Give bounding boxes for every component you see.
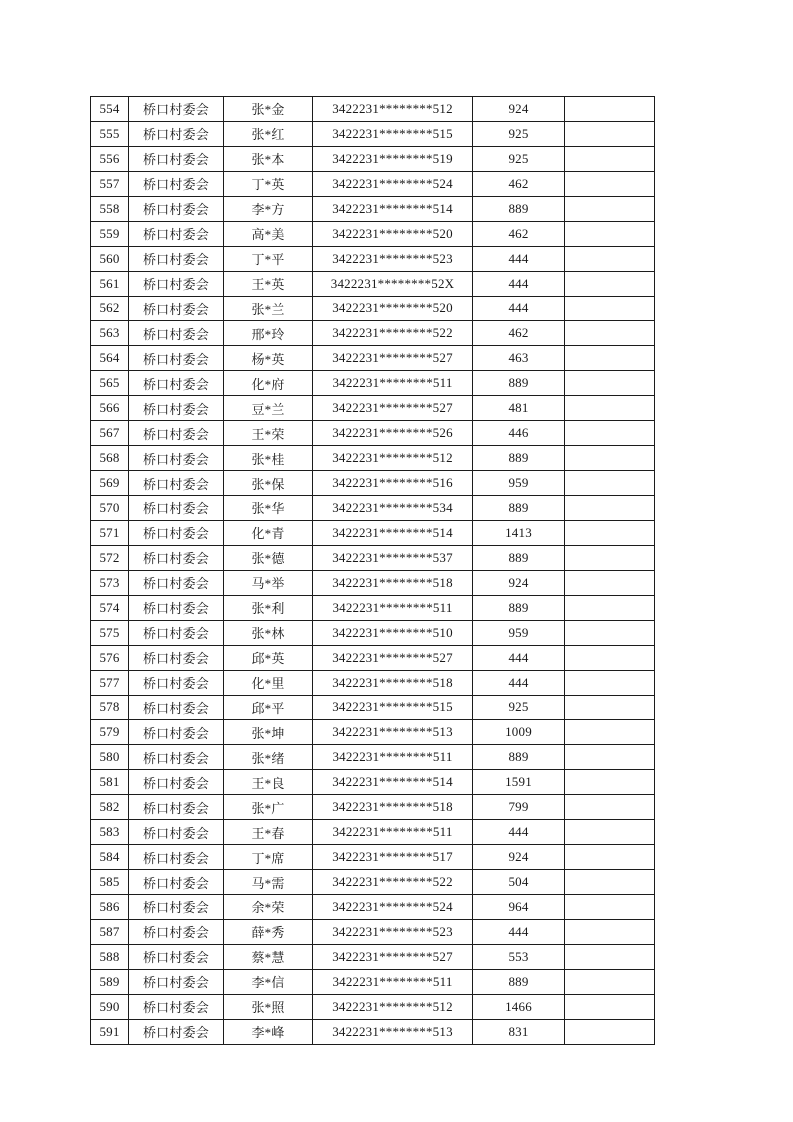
cell-village-committee: 桥口村委会 xyxy=(129,496,224,521)
cell-id-number: 3422231********522 xyxy=(313,870,473,895)
cell-person-name: 张*照 xyxy=(224,994,313,1019)
cell-amount: 959 xyxy=(473,620,565,645)
cell-amount: 964 xyxy=(473,895,565,920)
cell-village-committee: 桥口村委会 xyxy=(129,246,224,271)
cell-person-name: 张*广 xyxy=(224,795,313,820)
cell-person-name: 丁*席 xyxy=(224,845,313,870)
cell-amount: 889 xyxy=(473,545,565,570)
table-row xyxy=(91,695,655,720)
cell-village-committee: 桥口村委会 xyxy=(129,97,224,122)
cell-person-name: 张*本 xyxy=(224,146,313,171)
cell-id-number: 3422231********514 xyxy=(313,196,473,221)
table-row xyxy=(91,770,655,795)
cell-person-name: 张*坤 xyxy=(224,720,313,745)
cell-id-number: 3422231********518 xyxy=(313,795,473,820)
cell-amount: 924 xyxy=(473,570,565,595)
cell-village-committee: 桥口村委会 xyxy=(129,720,224,745)
table-row xyxy=(91,570,655,595)
cell-id-number: 3422231********515 xyxy=(313,695,473,720)
table-row xyxy=(91,346,655,371)
cell-id-number: 3422231********514 xyxy=(313,770,473,795)
cell-person-name: 化*里 xyxy=(224,670,313,695)
cell-village-committee: 桥口村委会 xyxy=(129,545,224,570)
table-row xyxy=(91,545,655,570)
cell-blank xyxy=(565,969,655,994)
cell-blank xyxy=(565,745,655,770)
table-row xyxy=(91,171,655,196)
cell-serial-number: 589 xyxy=(91,969,129,994)
cell-amount: 1413 xyxy=(473,520,565,545)
cell-person-name: 丁*英 xyxy=(224,171,313,196)
cell-person-name: 张*金 xyxy=(224,97,313,122)
cell-person-name: 邱*英 xyxy=(224,645,313,670)
cell-blank xyxy=(565,720,655,745)
cell-id-number: 3422231********517 xyxy=(313,845,473,870)
cell-serial-number: 570 xyxy=(91,496,129,521)
cell-blank xyxy=(565,895,655,920)
cell-id-number: 3422231********524 xyxy=(313,171,473,196)
cell-serial-number: 584 xyxy=(91,845,129,870)
cell-serial-number: 581 xyxy=(91,770,129,795)
cell-blank xyxy=(565,845,655,870)
cell-person-name: 张*绪 xyxy=(224,745,313,770)
cell-id-number: 3422231********522 xyxy=(313,321,473,346)
cell-village-committee: 桥口村委会 xyxy=(129,969,224,994)
cell-amount: 831 xyxy=(473,1019,565,1044)
cell-blank xyxy=(565,570,655,595)
cell-blank xyxy=(565,396,655,421)
cell-id-number: 3422231********513 xyxy=(313,1019,473,1044)
cell-serial-number: 563 xyxy=(91,321,129,346)
cell-village-committee: 桥口村委会 xyxy=(129,620,224,645)
table-row xyxy=(91,421,655,446)
cell-id-number: 3422231********527 xyxy=(313,944,473,969)
cell-village-committee: 桥口村委会 xyxy=(129,670,224,695)
cell-amount: 444 xyxy=(473,820,565,845)
cell-person-name: 邱*平 xyxy=(224,695,313,720)
cell-person-name: 李*峰 xyxy=(224,1019,313,1044)
cell-blank xyxy=(565,695,655,720)
cell-blank xyxy=(565,870,655,895)
cell-person-name: 杨*英 xyxy=(224,346,313,371)
cell-serial-number: 579 xyxy=(91,720,129,745)
cell-blank xyxy=(565,471,655,496)
cell-person-name: 张*德 xyxy=(224,545,313,570)
cell-amount: 959 xyxy=(473,471,565,496)
cell-village-committee: 桥口村委会 xyxy=(129,196,224,221)
cell-amount: 925 xyxy=(473,121,565,146)
table-row xyxy=(91,97,655,122)
cell-id-number: 3422231********511 xyxy=(313,745,473,770)
cell-person-name: 张*红 xyxy=(224,121,313,146)
cell-amount: 462 xyxy=(473,221,565,246)
cell-amount: 462 xyxy=(473,321,565,346)
cell-serial-number: 583 xyxy=(91,820,129,845)
cell-blank xyxy=(565,620,655,645)
cell-id-number: 3422231********520 xyxy=(313,296,473,321)
cell-id-number: 3422231********511 xyxy=(313,820,473,845)
cell-id-number: 3422231********534 xyxy=(313,496,473,521)
cell-amount: 444 xyxy=(473,296,565,321)
cell-blank xyxy=(565,421,655,446)
cell-amount: 463 xyxy=(473,346,565,371)
cell-amount: 1009 xyxy=(473,720,565,745)
cell-blank xyxy=(565,670,655,695)
cell-village-committee: 桥口村委会 xyxy=(129,146,224,171)
cell-person-name: 张*利 xyxy=(224,595,313,620)
cell-amount: 481 xyxy=(473,396,565,421)
cell-blank xyxy=(565,221,655,246)
cell-serial-number: 582 xyxy=(91,795,129,820)
cell-person-name: 王*荣 xyxy=(224,421,313,446)
cell-person-name: 高*美 xyxy=(224,221,313,246)
cell-id-number: 3422231********512 xyxy=(313,446,473,471)
cell-village-committee: 桥口村委会 xyxy=(129,221,224,246)
cell-serial-number: 559 xyxy=(91,221,129,246)
cell-village-committee: 桥口村委会 xyxy=(129,770,224,795)
cell-amount: 889 xyxy=(473,745,565,770)
cell-serial-number: 572 xyxy=(91,545,129,570)
cell-blank xyxy=(565,97,655,122)
cell-village-committee: 桥口村委会 xyxy=(129,820,224,845)
cell-village-committee: 桥口村委会 xyxy=(129,396,224,421)
table-row xyxy=(91,919,655,944)
cell-blank xyxy=(565,446,655,471)
cell-person-name: 王*英 xyxy=(224,271,313,296)
cell-amount: 889 xyxy=(473,595,565,620)
cell-amount: 889 xyxy=(473,496,565,521)
cell-amount: 504 xyxy=(473,870,565,895)
table-row xyxy=(91,870,655,895)
cell-amount: 799 xyxy=(473,795,565,820)
cell-id-number: 3422231********537 xyxy=(313,545,473,570)
cell-village-committee: 桥口村委会 xyxy=(129,446,224,471)
cell-id-number: 3422231********518 xyxy=(313,570,473,595)
table-row xyxy=(91,645,655,670)
cell-amount: 444 xyxy=(473,271,565,296)
cell-amount: 553 xyxy=(473,944,565,969)
cell-blank xyxy=(565,944,655,969)
cell-blank xyxy=(565,645,655,670)
cell-id-number: 3422231********514 xyxy=(313,520,473,545)
cell-serial-number: 554 xyxy=(91,97,129,122)
cell-amount: 924 xyxy=(473,845,565,870)
cell-person-name: 李*方 xyxy=(224,196,313,221)
cell-id-number: 3422231********511 xyxy=(313,371,473,396)
table-row xyxy=(91,221,655,246)
cell-person-name: 薛*秀 xyxy=(224,919,313,944)
cell-person-name: 张*林 xyxy=(224,620,313,645)
cell-village-committee: 桥口村委会 xyxy=(129,121,224,146)
cell-blank xyxy=(565,545,655,570)
table-row xyxy=(91,271,655,296)
table-row xyxy=(91,845,655,870)
cell-person-name: 化*青 xyxy=(224,520,313,545)
cell-village-committee: 桥口村委会 xyxy=(129,371,224,396)
table-row xyxy=(91,944,655,969)
cell-village-committee: 桥口村委会 xyxy=(129,421,224,446)
table-row xyxy=(91,895,655,920)
cell-id-number: 3422231********527 xyxy=(313,346,473,371)
cell-serial-number: 568 xyxy=(91,446,129,471)
cell-person-name: 张*桂 xyxy=(224,446,313,471)
cell-blank xyxy=(565,171,655,196)
cell-village-committee: 桥口村委会 xyxy=(129,745,224,770)
cell-village-committee: 桥口村委会 xyxy=(129,471,224,496)
cell-id-number: 3422231********513 xyxy=(313,720,473,745)
cell-serial-number: 566 xyxy=(91,396,129,421)
table-row xyxy=(91,121,655,146)
cell-blank xyxy=(565,795,655,820)
cell-person-name: 马*需 xyxy=(224,870,313,895)
table-row xyxy=(91,1019,655,1044)
cell-amount: 446 xyxy=(473,421,565,446)
cell-serial-number: 565 xyxy=(91,371,129,396)
cell-person-name: 张*兰 xyxy=(224,296,313,321)
cell-id-number: 3422231********520 xyxy=(313,221,473,246)
cell-amount: 889 xyxy=(473,371,565,396)
cell-serial-number: 578 xyxy=(91,695,129,720)
cell-serial-number: 576 xyxy=(91,645,129,670)
table-row xyxy=(91,670,655,695)
cell-blank xyxy=(565,121,655,146)
cell-person-name: 蔡*慧 xyxy=(224,944,313,969)
cell-village-committee: 桥口村委会 xyxy=(129,171,224,196)
cell-amount: 444 xyxy=(473,919,565,944)
cell-village-committee: 桥口村委会 xyxy=(129,919,224,944)
cell-amount: 925 xyxy=(473,146,565,171)
cell-id-number: 3422231********516 xyxy=(313,471,473,496)
cell-serial-number: 585 xyxy=(91,870,129,895)
cell-serial-number: 562 xyxy=(91,296,129,321)
cell-village-committee: 桥口村委会 xyxy=(129,595,224,620)
cell-village-committee: 桥口村委会 xyxy=(129,645,224,670)
cell-blank xyxy=(565,196,655,221)
table-row xyxy=(91,446,655,471)
table-row xyxy=(91,969,655,994)
cell-id-number: 3422231********526 xyxy=(313,421,473,446)
cell-serial-number: 574 xyxy=(91,595,129,620)
cell-serial-number: 564 xyxy=(91,346,129,371)
cell-village-committee: 桥口村委会 xyxy=(129,895,224,920)
table-row xyxy=(91,994,655,1019)
cell-blank xyxy=(565,146,655,171)
cell-village-committee: 桥口村委会 xyxy=(129,271,224,296)
cell-serial-number: 588 xyxy=(91,944,129,969)
cell-id-number: 3422231********527 xyxy=(313,396,473,421)
roster-table-body xyxy=(91,97,655,1045)
cell-id-number: 3422231********512 xyxy=(313,97,473,122)
cell-village-committee: 桥口村委会 xyxy=(129,795,224,820)
cell-person-name: 余*荣 xyxy=(224,895,313,920)
table-row xyxy=(91,795,655,820)
roster-table xyxy=(90,96,655,1045)
cell-id-number: 3422231********512 xyxy=(313,994,473,1019)
cell-serial-number: 557 xyxy=(91,171,129,196)
cell-amount: 1466 xyxy=(473,994,565,1019)
cell-amount: 1591 xyxy=(473,770,565,795)
cell-id-number: 3422231********52X xyxy=(313,271,473,296)
cell-serial-number: 591 xyxy=(91,1019,129,1044)
table-row xyxy=(91,246,655,271)
table-row xyxy=(91,371,655,396)
cell-person-name: 张*华 xyxy=(224,496,313,521)
table-row xyxy=(91,196,655,221)
cell-amount: 444 xyxy=(473,246,565,271)
cell-person-name: 马*举 xyxy=(224,570,313,595)
table-row xyxy=(91,471,655,496)
cell-blank xyxy=(565,770,655,795)
cell-serial-number: 573 xyxy=(91,570,129,595)
table-row xyxy=(91,496,655,521)
cell-id-number: 3422231********524 xyxy=(313,895,473,920)
cell-serial-number: 556 xyxy=(91,146,129,171)
cell-blank xyxy=(565,595,655,620)
cell-blank xyxy=(565,271,655,296)
table-row xyxy=(91,396,655,421)
cell-serial-number: 571 xyxy=(91,520,129,545)
cell-village-committee: 桥口村委会 xyxy=(129,321,224,346)
cell-village-committee: 桥口村委会 xyxy=(129,944,224,969)
cell-id-number: 3422231********518 xyxy=(313,670,473,695)
cell-blank xyxy=(565,496,655,521)
cell-serial-number: 580 xyxy=(91,745,129,770)
cell-amount: 889 xyxy=(473,446,565,471)
cell-amount: 444 xyxy=(473,645,565,670)
cell-village-committee: 桥口村委会 xyxy=(129,994,224,1019)
cell-id-number: 3422231********515 xyxy=(313,121,473,146)
table-row xyxy=(91,146,655,171)
cell-id-number: 3422231********511 xyxy=(313,595,473,620)
cell-blank xyxy=(565,994,655,1019)
cell-id-number: 3422231********527 xyxy=(313,645,473,670)
cell-blank xyxy=(565,346,655,371)
cell-person-name: 张*保 xyxy=(224,471,313,496)
cell-amount: 462 xyxy=(473,171,565,196)
cell-village-committee: 桥口村委会 xyxy=(129,346,224,371)
cell-person-name: 王*春 xyxy=(224,820,313,845)
cell-blank xyxy=(565,321,655,346)
table-row xyxy=(91,520,655,545)
cell-serial-number: 555 xyxy=(91,121,129,146)
cell-village-committee: 桥口村委会 xyxy=(129,845,224,870)
table-row xyxy=(91,720,655,745)
cell-amount: 924 xyxy=(473,97,565,122)
cell-serial-number: 567 xyxy=(91,421,129,446)
cell-village-committee: 桥口村委会 xyxy=(129,870,224,895)
cell-blank xyxy=(565,1019,655,1044)
cell-amount: 889 xyxy=(473,969,565,994)
table-row xyxy=(91,820,655,845)
cell-village-committee: 桥口村委会 xyxy=(129,570,224,595)
cell-blank xyxy=(565,371,655,396)
table-row xyxy=(91,620,655,645)
cell-blank xyxy=(565,520,655,545)
cell-serial-number: 569 xyxy=(91,471,129,496)
cell-serial-number: 587 xyxy=(91,919,129,944)
cell-serial-number: 590 xyxy=(91,994,129,1019)
cell-person-name: 化*府 xyxy=(224,371,313,396)
cell-person-name: 王*良 xyxy=(224,770,313,795)
cell-village-committee: 桥口村委会 xyxy=(129,1019,224,1044)
cell-amount: 444 xyxy=(473,670,565,695)
table-row xyxy=(91,321,655,346)
cell-serial-number: 577 xyxy=(91,670,129,695)
cell-blank xyxy=(565,919,655,944)
cell-id-number: 3422231********523 xyxy=(313,246,473,271)
cell-person-name: 豆*兰 xyxy=(224,396,313,421)
cell-id-number: 3422231********519 xyxy=(313,146,473,171)
cell-person-name: 李*信 xyxy=(224,969,313,994)
table-row xyxy=(91,745,655,770)
cell-id-number: 3422231********510 xyxy=(313,620,473,645)
cell-amount: 889 xyxy=(473,196,565,221)
cell-serial-number: 558 xyxy=(91,196,129,221)
cell-serial-number: 560 xyxy=(91,246,129,271)
cell-person-name: 丁*平 xyxy=(224,246,313,271)
cell-village-committee: 桥口村委会 xyxy=(129,520,224,545)
cell-serial-number: 561 xyxy=(91,271,129,296)
cell-village-committee: 桥口村委会 xyxy=(129,296,224,321)
cell-id-number: 3422231********523 xyxy=(313,919,473,944)
cell-blank xyxy=(565,820,655,845)
cell-amount: 925 xyxy=(473,695,565,720)
cell-person-name: 邢*玲 xyxy=(224,321,313,346)
cell-blank xyxy=(565,246,655,271)
cell-village-committee: 桥口村委会 xyxy=(129,695,224,720)
cell-serial-number: 575 xyxy=(91,620,129,645)
cell-id-number: 3422231********511 xyxy=(313,969,473,994)
table-row xyxy=(91,595,655,620)
cell-serial-number: 586 xyxy=(91,895,129,920)
table-row xyxy=(91,296,655,321)
cell-blank xyxy=(565,296,655,321)
